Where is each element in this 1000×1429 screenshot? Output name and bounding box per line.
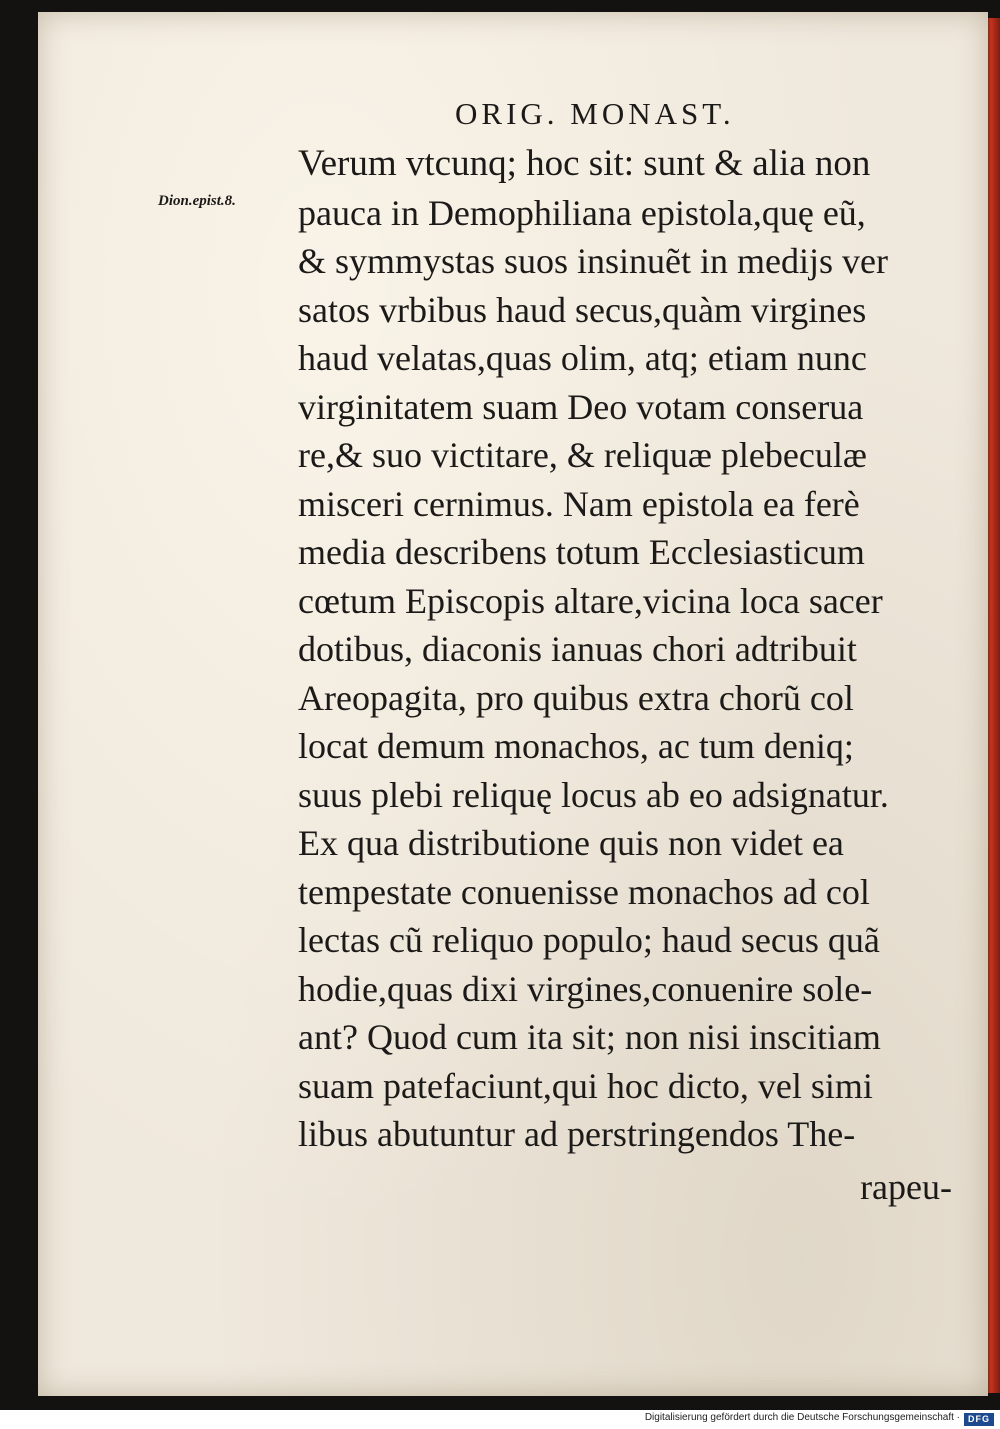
text-line: lectas cũ reliquo populo; haud secus quã (298, 920, 880, 960)
footer-bar (0, 1410, 1000, 1429)
text-line: locat demum monachos, ac tum deniq; (298, 726, 854, 766)
text-line: cœtum Episcopis altare,vicina loca sacer (298, 580, 883, 621)
text-line: satos vrbibus haud secus,quàm virgines (298, 289, 867, 330)
text-line: media describens totum Ecclesiasticum (298, 532, 865, 572)
dfg-logo: DFG (964, 1413, 994, 1426)
text-line: virginitatem suam Deo votam conserua (298, 386, 864, 427)
text-line: suam patefaciunt,qui hoc dicto, vel simi (298, 1065, 873, 1106)
text-line: libus abutuntur ad perstringendos The- (298, 1114, 856, 1154)
running-head: ORIG. MONAST. (455, 96, 735, 131)
text-line: Ex qua distributione quis non videt ea (298, 823, 844, 863)
text-line: Areopagita, pro quibus extra chorũ col (298, 677, 854, 718)
text-line: suus plebi reliquę locus ab eo adsignatur. (298, 774, 889, 815)
text-line: re,& suo victitare, & reliquæ plebeculæ (298, 435, 867, 475)
text-line: hodie,quas dixi virgines,conuenire sole- (298, 968, 873, 1009)
text-line: Verum vtcunq; hoc sit: sunt & alia non (298, 143, 871, 184)
text-line: & symmystas suos insinuẽt in medijs ver (298, 241, 888, 281)
marginal-note: Dion.epist.8. (158, 193, 236, 209)
text-line: tempestate conuenisse monachos ad col (298, 871, 870, 912)
footer-credit: Digitalisierung gefördert durch die Deutsche Forschungsgemeinschaft · (644, 1412, 960, 1423)
text-line: dotibus, diaconis ianuas chori adtribuit (298, 629, 857, 669)
text-block (298, 140, 960, 1159)
catchword: rapeu- (860, 1167, 952, 1207)
text-line: pauca in Demophiliana epistola,quę eũ, (298, 192, 866, 233)
text-line: misceri cernimus. Nam epistola ea ferè (298, 483, 860, 524)
text-line: haud velatas,quas olim, atq; etiam nunc (298, 338, 867, 378)
text-line: ant? Quod cum ita sit; non nisi inscitiam (298, 1017, 881, 1057)
